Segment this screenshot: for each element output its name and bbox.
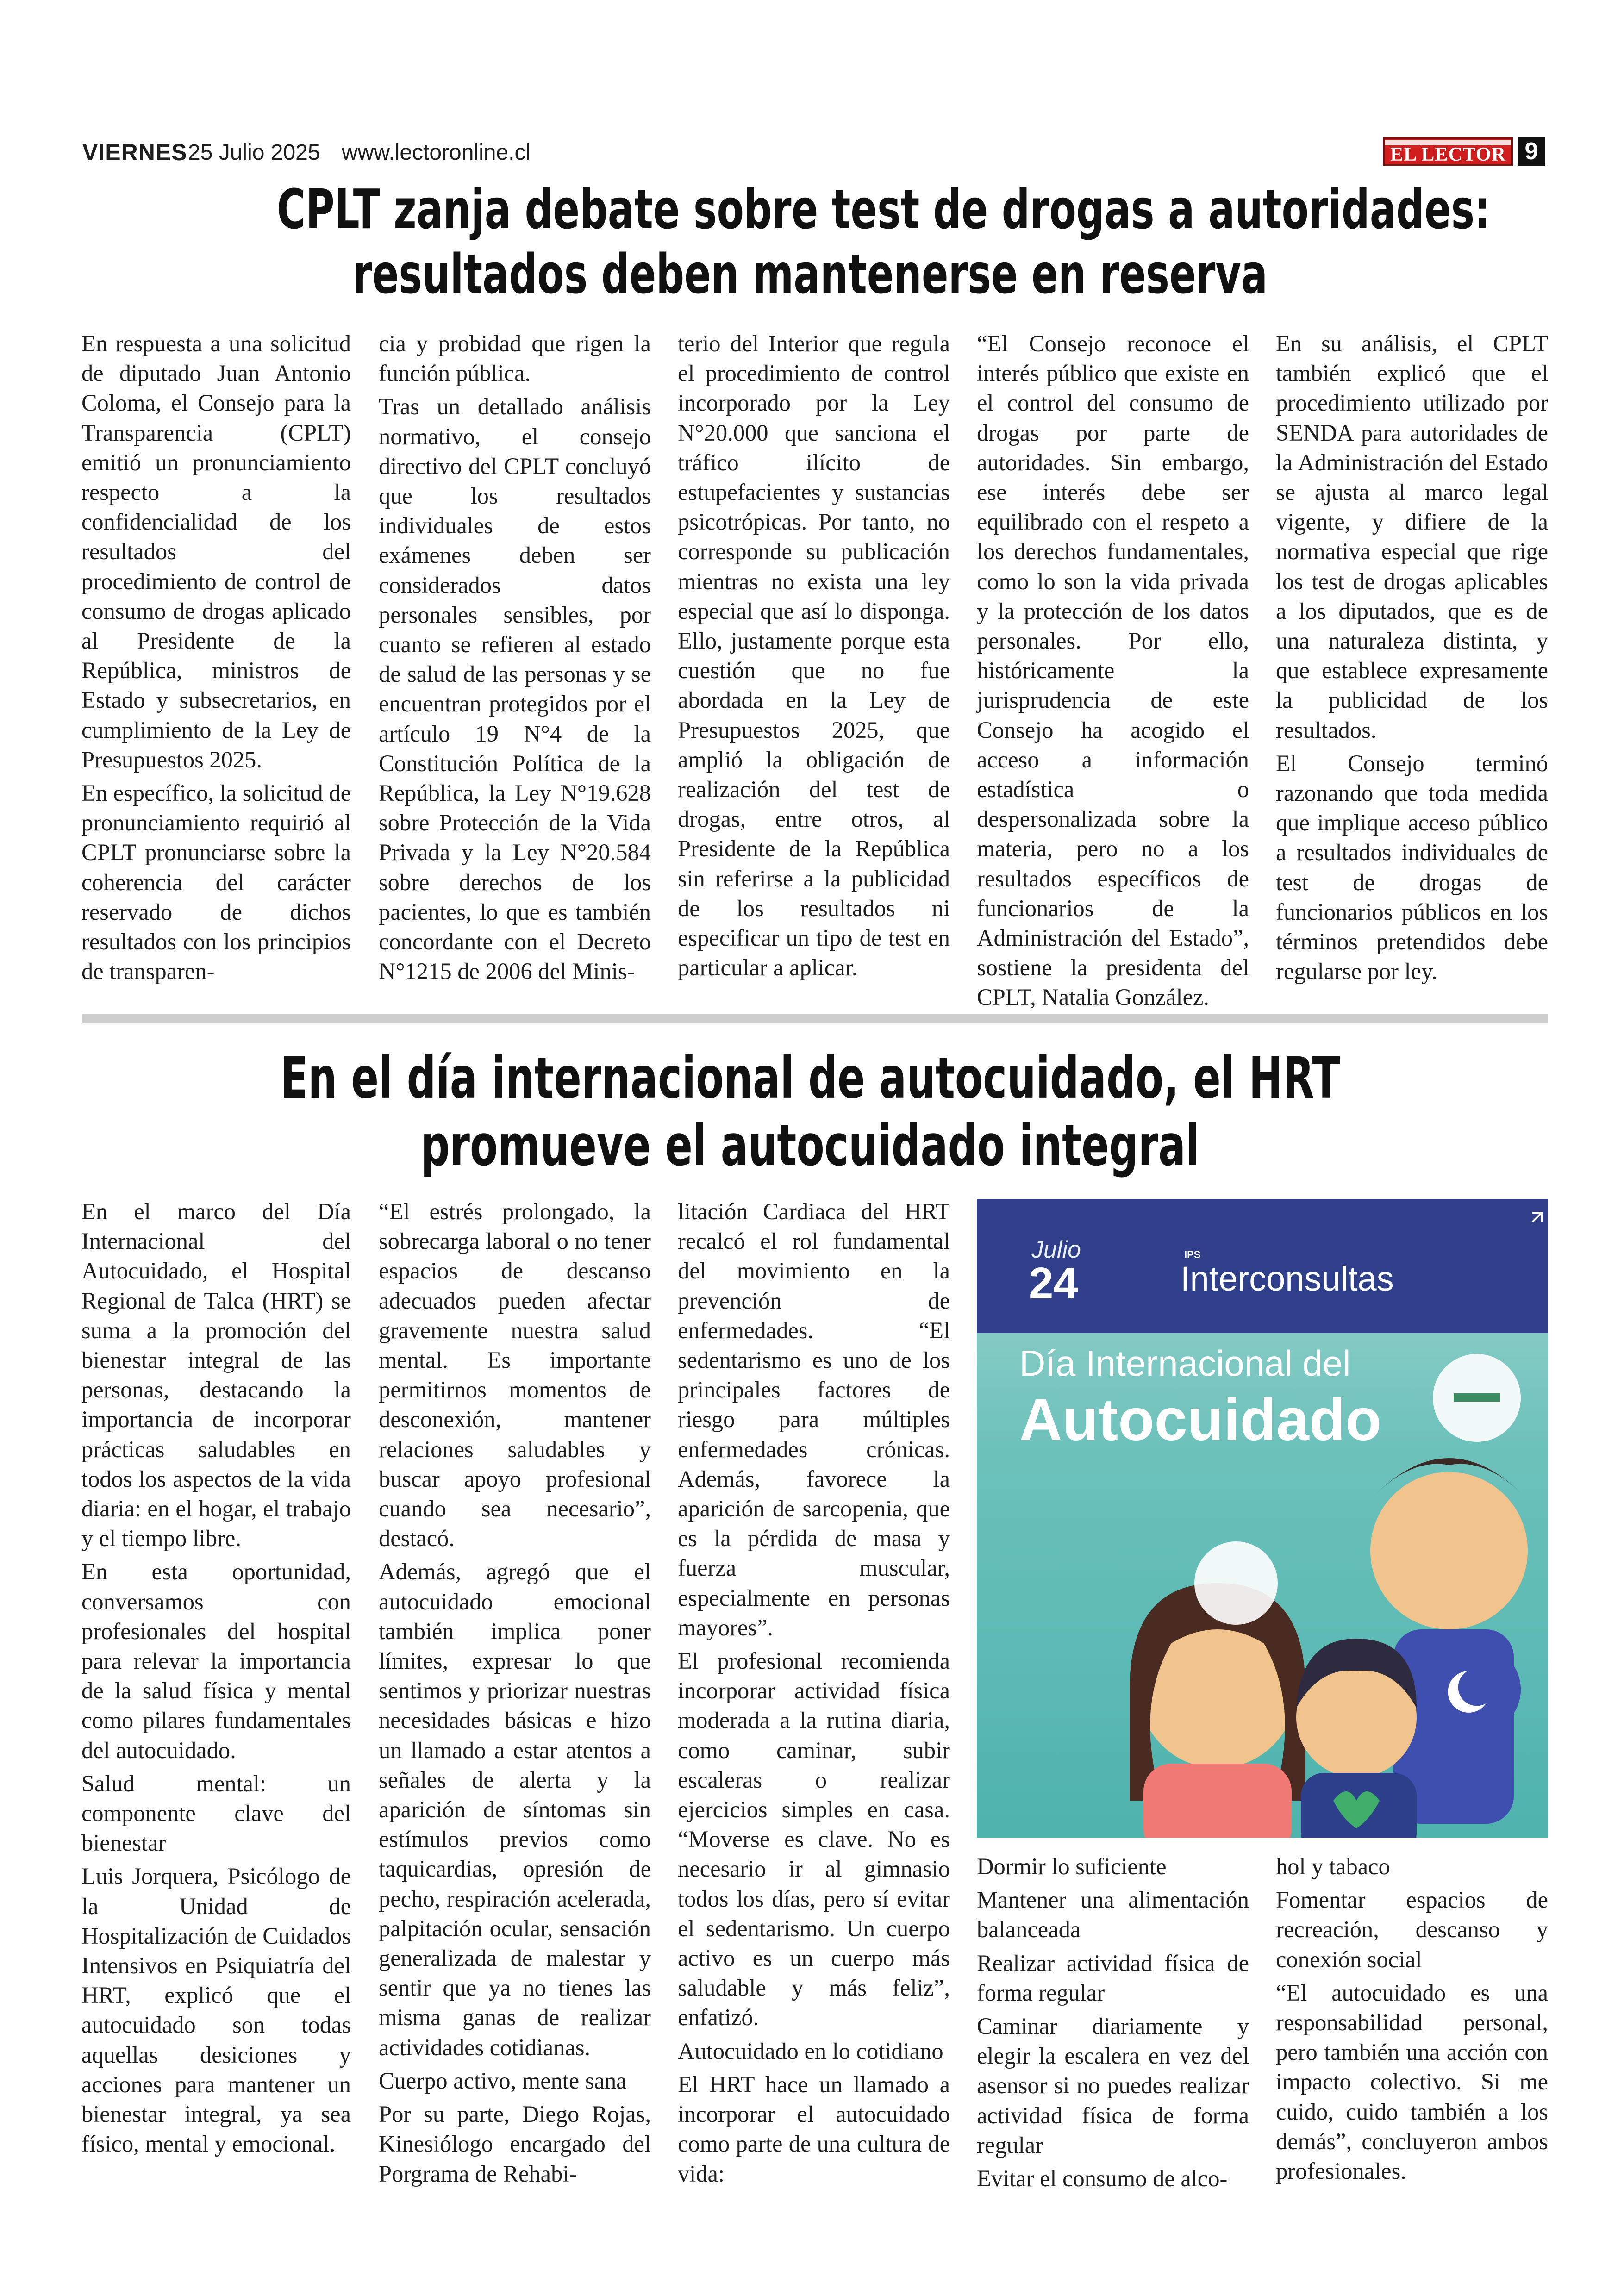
list-item: Evitar el consumo de alco- — [977, 2165, 1228, 2192]
list-item: hol y tabaco — [1276, 1853, 1390, 1879]
girl-shirt — [1143, 1764, 1292, 1838]
article1-column-4 — [977, 329, 1249, 1016]
paragraph: litación Cardiaca del HRT recalcó el rol fundamental del movimiento en la prevención de enfermedades. “El sedentarismo es uno de los principales factores de riesgo para múltiples enfermedades crónicas. Además, favorece la aparición de sarcopenia, que es la pérdida de masa y fuerza muscular, especialmente en personas mayores”. — [678, 1198, 950, 1640]
list-item: Realizar actividad física de forma regular — [977, 1950, 1249, 2006]
article2-column-1 — [81, 1197, 351, 2163]
header-url: www.lectoronline.cl — [342, 140, 531, 165]
article2-column-4 — [977, 1852, 1249, 2197]
paragraph: En esta oportunidad, conversamos con profesionales del hospital para relevar la importancia de la salud física y mental como pilares fundamentales del autocuidado. — [81, 1559, 351, 1763]
dumbbell-icon — [1454, 1393, 1500, 1402]
list-item: Fomentar espacios de recreación, descanso y conexión social — [1276, 1887, 1548, 1972]
article1-column-1 — [81, 329, 351, 990]
article2-column-5 — [1276, 1852, 1548, 2189]
autocuidado-poster-image — [977, 1199, 1548, 1838]
poster-day: 24 — [1029, 1259, 1078, 1308]
page-header — [82, 137, 1545, 174]
moon-bubble — [1433, 1646, 1521, 1734]
food-bubble — [1194, 1541, 1278, 1625]
poster-month: Julio — [1031, 1236, 1081, 1263]
article1-headline — [277, 177, 1491, 306]
paragraph: Tras un detallado análisis normativo, el consejo directivo del CPLT concluyó que los resultados individuales de estos exámenes deben ser considerados datos personales sensibles, por cuanto se refieren al estado de salud de las personas y se encuentran protegidos por el artículo 19 N°4 de la Constitución Política de la República, la Ley N°19.628 sobre Protección de la Vida Privada y la Ley N°20.584 sobre derechos de los pacientes, lo que es también concordante con el Decreto N°1215 de 2006 del Minis- — [379, 393, 651, 985]
paragraph: “El autocuidado es una responsabilidad personal, pero también una acción con impacto colectivo. Si me cuido, cuido también a los demás”, concluyeron ambos profesionales. — [1276, 1979, 1548, 2184]
newspaper-logo — [1383, 137, 1513, 166]
section-divider — [82, 1014, 1548, 1023]
poster-brand: Interconsultas — [1181, 1260, 1394, 1298]
headline-line: En el día internacional de autocuidado, el HRT — [280, 1045, 1340, 1111]
header-date: 25 Julio 2025 — [188, 140, 320, 165]
headline-line: promueve el autocuidado integral — [420, 1113, 1200, 1179]
article2-column-3 — [678, 1197, 950, 2192]
list-item: Mantener una alimentación balanceada — [977, 1887, 1249, 1943]
paragraph: En respuesta a una solicitud de diputado Juan Antonio Coloma, el Consejo para la Transparencia (CPLT) emitió un pronunciamiento respecto a la confidencialidad de los resultados del procedimiento de control de consumo de drogas aplicado al Presidente de la República, ministros de Estado y subsecretarios, en cumplimiento de la Ley de Presupuestos 2025. — [81, 331, 351, 773]
paragraph: “El Consejo reconoce el interés público que existe en el control del consumo de drogas por parte de autoridades. Sin embargo, ese interés debe ser equilibrado con el respeto a los derechos fundamentales, como lo son la vida privada y la protección de los datos personales. Por ello, históricamente la jurisprudencia de este Consejo ha acogido el acceso a información estadística o despersonalizada sobre la materia, pero no a los resultados específicos de funcionarios de la Administración del Estado”, sostiene la presidenta del CPLT, Natalia González. — [977, 331, 1249, 1010]
paragraph: En el marco del Día Internacional del Autocuidado, el Hospital Regional de Talca (HRT) se suma a la promoción del bienestar integral de las personas, destacando la importancia de incorporar prácticas saludables en todos los aspectos de la vida diaria: en el hogar, el trabajo y el tiempo libre. — [81, 1198, 351, 1552]
paragraph: El HRT hace un llamado a incorporar el autocuidado como parte de una cultura de vida: — [678, 2071, 950, 2187]
paragraph: El profesional recomienda incorporar actividad física moderada a la rutina diaria, como caminar, subir escaleras o realizar ejercicios simples en casa. “Moverse es clave. No es necesario ir al gimnasio todos los días, pero sí evitar el sedentarismo. Un cuerpo activo es un cuerpo más saludable y más feliz”, enfatizó. — [678, 1648, 950, 2031]
list-item: Dormir lo suficiente — [977, 1853, 1167, 1879]
header-day: VIERNES — [82, 139, 187, 165]
paragraph: Por su parte, Diego Rojas, Kinesiólogo encargado del Porgrama de Rehabi- — [379, 2101, 651, 2187]
poster-brand-small: IPS — [1184, 1249, 1201, 1260]
paragraph: El Consejo terminó razonando que toda medida que implique acceso público a resultados individuales de test de drogas de funcionarios públicos en los términos pretendidos debe regularse por ley. — [1276, 750, 1548, 985]
boy-face — [1370, 1472, 1528, 1629]
paragraph: cia y probidad que rigen la función pública. — [379, 331, 651, 387]
paragraph: Además, agregó que el autocuidado emocional también implica poner límites, expresar lo que sentimos y priorizar nuestras necesidades básicas e hizo un llamado a estar atentos a señales de alerta y la aparición de síntomas sin estímulos previos como taquicardias, opresión de pecho, respiración acelerada, palpitación ocular, sensación generalizada de malestar y sentir que ya no tienes las misma ganas de realizar actividades cotidianas. — [379, 1559, 651, 2060]
poster-title-line1: Día Internacional del — [1019, 1343, 1351, 1384]
paragraph: En específico, la solicitud de pronunciamiento requirió al CPLT pronunciarse sobre la coherencia del carácter reservado de dichos resultados con los principios de transparen- — [81, 780, 351, 985]
article2-headline — [277, 1044, 1343, 1179]
page-number: 9 — [1518, 137, 1545, 166]
article1-column-5 — [1276, 329, 1548, 990]
headline-line: resultados deben mantenerse en reserva — [352, 242, 1268, 306]
subheading: Cuerpo activo, mente sana — [379, 2067, 627, 2094]
article2-column-2 — [379, 1197, 651, 2192]
paragraph: “El estrés prolongado, la sobrecarga laboral o no tener espacios de descanso adecuados pueden afectar gravemente nuestra salud mental. Es importante permitirnos momentos de desconexión, mantener relaciones saludables y buscar apoyo profesional cuando sea necesario”, destacó. — [379, 1198, 651, 1552]
subheading: Salud mental: un componente clave del bienestar — [81, 1770, 351, 1856]
article1-column-2 — [379, 329, 651, 990]
paragraph: terio del Interior que regula el procedimiento de control incorporado por la Ley N°20.000 que sanciona el tráfico ilícito de estupefacientes y sustancias psicotrópicas. Por tanto, no corresponde su publicación mientras no exista una ley especial que así lo disponga. Ello, justamente porque esta cuestión que no fue abordada en la Ley de Presupuestos 2025, que amplió la obligación de realización del test de drogas, entre otros, al Presidente de la República sin referirse a la publicidad de los resultados ni especificar un tipo de test en particular a aplicar. — [678, 331, 950, 981]
logo-text: EL LECTOR — [1390, 144, 1506, 165]
paragraph: Luis Jorquera, Psicólogo de la Unidad de Hospitalización de Cuidados Intensivos en Psiquiatría del HRT, explicó que el autocuidado son todas aquellas desiciones y acciones para mantener un bienestar integral, ya sea físico, mental y emocional. — [81, 1863, 351, 2157]
article1-column-3 — [678, 329, 950, 986]
headline-line: CPLT zanja debate sobre test de drogas a autoridades: — [277, 177, 1491, 241]
paragraph: En su análisis, el CPLT también explicó que el procedimiento utilizado por SENDA para autoridades de la Administración del Estado se ajusta al marco legal vigente, y difiere de la normativa especial que rige los test de drogas aplicables a los diputados, que es de una naturaleza distinta, y que establece expresamente la publicidad de los resultados. — [1276, 331, 1548, 743]
poster-title-line2: Autocuidado — [1019, 1387, 1382, 1453]
list-item: Caminar diariamente y elegir la escalera en vez del asensor si no puedes realizar actividad física de forma regular — [977, 2013, 1249, 2158]
subheading: Autocuidado en lo cotidiano — [678, 2038, 943, 2064]
